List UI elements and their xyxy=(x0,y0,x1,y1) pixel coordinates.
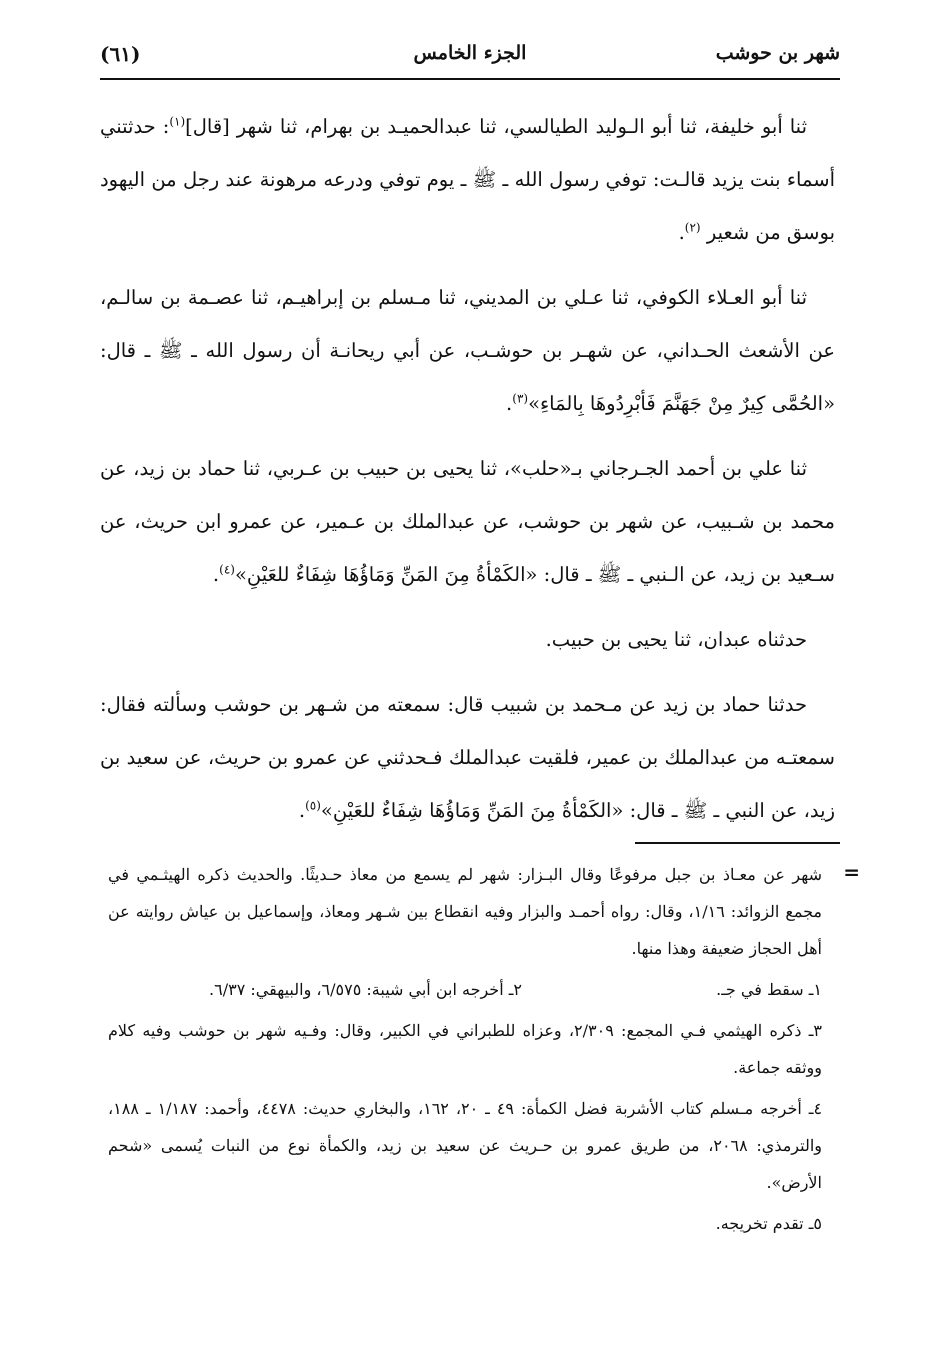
footnote-separator xyxy=(635,842,840,844)
footnote-ref-5: (٥) xyxy=(305,798,321,813)
header-rule xyxy=(100,78,840,80)
footnote-row-1-2 xyxy=(108,971,822,1008)
footnote-5: ٥ـ تقدم تخريجه. xyxy=(715,1214,822,1233)
paragraph-4: حدثناه عبدان، ثنا يحيى بن حبيب. xyxy=(545,628,807,651)
paragraph-5: حدثنا حماد بن زيد عن مـحمد بن شبيب قال: سمعته من شـهر بن حوشب وسألته فقال: سمعتـه من عبدالملك بن عمير، فلقيت عبدالملك فـحدثني عن عمرو بن حريث، عن سعيد بن زيد، عن النبي ـ ﷺ ـ قال: «الكَمْأةُ مِنَ المَنِّ وَمَاؤُهَا شِفَاءٌ للعَيْنِ»$^{(٥)}$. xyxy=(100,693,835,822)
footnote-ref-2: (٢) xyxy=(684,220,701,235)
running-header xyxy=(100,36,840,76)
paragraph-1: ثنا أبو خليفة، ثنا أبو الـوليد الطيالسي، ثنا عبدالحميـد بن بهرام، ثنا شهر [قال]$^{(١)}$: حدثتني أسماء بنت يزيد قالـت: توفي رسول الله ـ ﷺ ـ يوم توفي ودرعه مرهونة عند رجل من اليهود بوسق من شعير $^{(٢)}$. xyxy=(100,114,835,244)
main-text xyxy=(100,100,835,849)
header-author: شهر بن حوشب xyxy=(715,42,840,64)
page-number: (٦١) xyxy=(100,42,141,66)
footnote-2: ٢ـ أخرجه ابن أبي شيبة: ٦/٥٧٥، والبيهقي: ٦/٣٧. xyxy=(209,980,522,999)
paragraph-2: ثنا أبو العـلاء الكوفي، ثنا عـلي بن المديني، ثنا مـسلم بن إبراهيـم، ثنا عصـمة بن سالـم، عن الأشعث الحـداني، عن شهـر بن حوشـب، عن أبي ريحانـة أن رسول الله ـ ﷺ ـ قال: «الحُمَّى كِيرٌ مِنْ جَهَنَّمَ فَأبْرِدُوهَا بِالمَاءِ»$^{(٣)}$. xyxy=(100,286,835,415)
footnote-continued: شهر عن معـاذ بن جبل مرفوعًا وقال البـزار: شهر لم يسمع من معاذ حـديثًا. والحديث ذكره الهيثـمي في مجمع الزوائد: ١/١٦، وقال: رواه أحمـد والبزار وفيه انقطاع بين شـهر ومعاذ، وإسماعيل بن عياش روايته عن أهل الحجاز ضعيفة وهذا منها. xyxy=(108,865,823,958)
paragraph-3: ثنا علي بن أحمد الجـرجاني بـ«حلب»، ثنا يحيى بن حبيب بن عـربي، ثنا حماد بن زيد، عن محمد بن شـبيب، عن شهر بن حوشب، عن عبدالملك بن عـمير، عن عمرو ابن حريث، عن سـعيد بن زيد، عن الـنبي ـ ﷺ ـ قال: «الكَمْأةُ مِنَ المَنِّ وَمَاؤُهَا شِفَاءٌ للعَيْنِ»$^{(٤)}$. xyxy=(100,457,835,586)
footnote-ref-4: (٤) xyxy=(219,562,235,577)
footnote-ref-3: (٣) xyxy=(512,391,529,406)
footnotes xyxy=(108,856,822,1246)
footnote-1: ١ـ سقط في جـ. xyxy=(716,980,822,999)
footnote-3: ٣ـ ذكره الهيثمي فـي المجمع: ٢/٣٠٩، وعزاه للطبراني في الكبير، وقال: وفـيه شهر بن حوشب وفيه كلام ووثقه جماعة. xyxy=(108,1021,822,1077)
continuation-mark: = xyxy=(843,860,860,884)
header-volume: الجزء الخامس xyxy=(413,42,527,64)
footnote-ref-1: (١) xyxy=(169,114,186,129)
footnote-4: ٤ـ أخرجه مـسلم كتاب الأشربة فضل الكمأة: ٤٩ ـ ٢٠، ١٦٢، والبخاري حديث: ٤٤٧٨، وأحمد: ١/١٨٧ ـ ١٨٨، والترمذي: ٢٠٦٨، من طريق عمرو بن حـريث عن سعيد بن زيد، والكمأة نوع من النبات يُسمى «شحم الأرض». xyxy=(108,1099,823,1192)
